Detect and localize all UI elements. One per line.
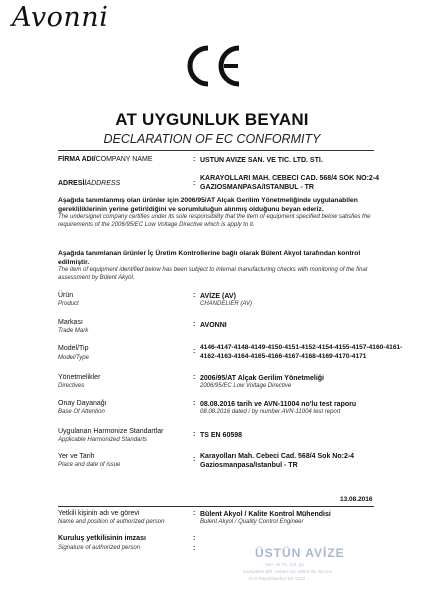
brand-logo: Avonni xyxy=(12,2,109,33)
standards-value: TS EN 60598 xyxy=(200,432,243,439)
colon: : xyxy=(193,456,196,463)
product-value: AVİZE (AV) xyxy=(200,293,236,300)
signature-sublabel: Signature of authorized person xyxy=(58,545,141,551)
company-label: FİRMA ADI/COMPANY NAME xyxy=(58,156,153,163)
address-label: ADRESİ/ADDRESS xyxy=(58,180,121,187)
colon: : xyxy=(193,156,196,163)
divider xyxy=(58,506,374,507)
product-label: Ürün xyxy=(58,292,74,299)
colon: : xyxy=(193,510,196,517)
stamp-name: ÜSTÜN AVİZE xyxy=(255,546,345,560)
model-value: 4146-4147-4148-4149-4150-4151-4152-4154-4155-4157-4160-4161- 4162-4163-4164-4165-4166-4167-4168-4169-4170-4171 xyxy=(200,344,403,360)
place-value: Karayolları Mah. Cebeci Cad. 568/4 Sok No:2-4 Gaziosmanpasa/Istanbul - TR xyxy=(200,453,355,470)
colon: : xyxy=(193,431,196,438)
stamp-line: Karayolları Mh. Cebeci Cd. 568/4 Sk. No:2-4 xyxy=(243,569,332,574)
conformity-statement: Aşağıda tanımlanmış olan ürünler için 2006/95/AT Alçak Gerilim Yönetmeliğinde uygulanabilen gerekliliklerinin yerine getirildiğini ve sorumluluğun alınmış olduğunu beyan ederiz. The undersignet company certifies under its sole responsibility that the item of equipment specified below satisfies the requirements of the 2006/95/EC Low Voltage Directive which is apply to it. xyxy=(58,197,371,229)
divider xyxy=(58,150,374,151)
address-value: KARAYOLLARI MAH. CEBECI CAD. 568/4 SOK NO:2-4 GAZIOSMANPASA/ISTANBUL - TR xyxy=(200,175,380,192)
colon: : xyxy=(193,321,196,328)
page-subtitle: DECLARATION OF EC CONFORMITY xyxy=(103,132,321,146)
place-label: Yer ve Tarih xyxy=(58,453,95,460)
product-value-en: CHANDELIER (AV) xyxy=(200,301,253,307)
issue-date: 13.08.2016 xyxy=(340,496,373,503)
directives-value-en: 2006/95/EC Low Voltage Directive xyxy=(200,383,292,389)
signature-label: Kuruluş yetkilisinin imzası xyxy=(58,535,146,542)
model-label: Model/Tip xyxy=(58,345,89,352)
place-sublabel: Place and date of issue xyxy=(58,462,121,468)
colon: : xyxy=(193,545,196,552)
colon: : xyxy=(193,535,196,542)
standards-label: Uygulanan Harmonize Standartlar xyxy=(58,428,164,435)
directives-sublabel: Directives xyxy=(58,383,85,389)
model-sublabel: Model/Type xyxy=(58,355,89,361)
product-sublabel: Product xyxy=(58,301,79,307)
stamp-line: G.O.Paşa/İstanbul Tel: 0212 ... xyxy=(249,576,311,581)
colon: : xyxy=(193,292,196,299)
trademark-value: AVONNI xyxy=(200,322,227,329)
trademark-sublabel: Trade Mark xyxy=(58,328,89,334)
page-title: AT UYGUNLUK BEYANI xyxy=(115,110,309,129)
directives-label: Yönetmelikler xyxy=(58,374,101,381)
stamp-line: San. ve Tic. Ltd. Şti. xyxy=(265,562,306,567)
trademark-label: Markası xyxy=(58,319,83,326)
standards-sublabel: Applicable Harmonized Standarts xyxy=(58,437,148,443)
signer-label: Yetkili kişinin adı ve görevi xyxy=(58,510,140,517)
signer-value-en: Bulent Akyol / Quality Control Engineer xyxy=(200,519,304,525)
directives-value: 2006/95/AT Alçak Gerilim Yönetmeliği xyxy=(200,375,324,382)
inspection-statement: Aşağıda tanımlanan ürünler İç Üretim Kontrollerine bağlı olarak Bülent Akyol tarafından kontrol edilmiştir. The item of equipment identified below has been subject to internal manufacturing checks with monitoring of the final assessment by Bülent Akyol. xyxy=(58,250,368,282)
approval-value-en: 08.08.2016 dated / by number AVN-11004 test report xyxy=(200,409,341,415)
company-stamp xyxy=(225,546,345,592)
colon: : xyxy=(193,180,196,187)
colon: : xyxy=(193,400,196,407)
approval-value: 08.08.2016 tarih ve AVN-11004 no'lu test raporu xyxy=(200,401,357,408)
signer-value: Bülent Akyol / Kalite Kontrol Mühendisi xyxy=(200,511,331,518)
colon: : xyxy=(193,374,196,381)
colon: : xyxy=(193,348,196,355)
company-name: USTUN AVIZE SAN. VE TIC. LTD. STI. xyxy=(200,157,323,164)
approval-label: Onay Dayanağı xyxy=(58,400,107,407)
ce-mark-icon xyxy=(184,44,244,88)
signer-sublabel: Name and position of authorized person xyxy=(58,519,165,525)
approval-sublabel: Base Of Attention xyxy=(58,409,105,415)
